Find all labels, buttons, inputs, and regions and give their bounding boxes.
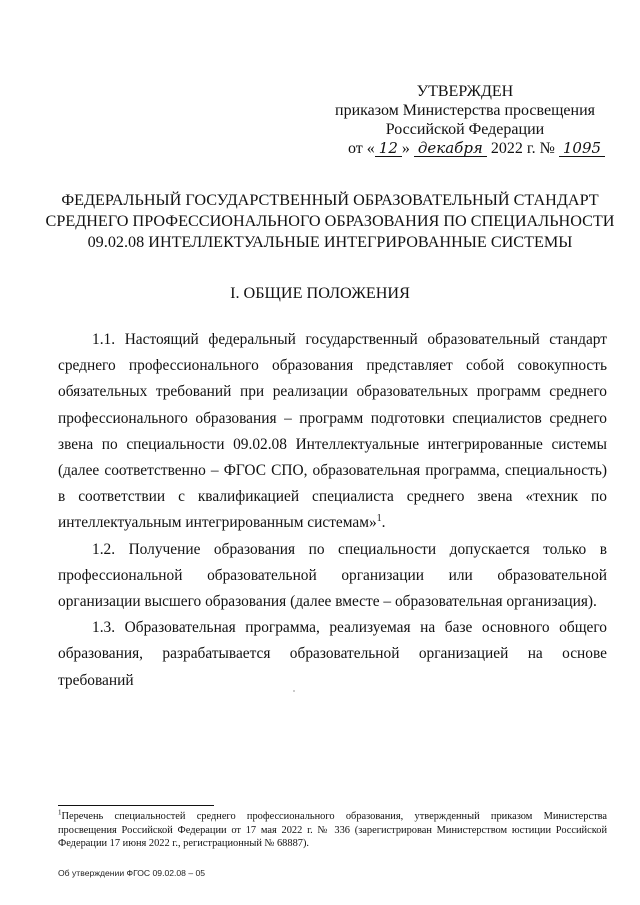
approval-country-line: Российской Федерации xyxy=(385,121,545,138)
footnote-mark: 1 xyxy=(58,808,62,817)
approval-order-line: приказом Министерства просвещения xyxy=(335,102,595,119)
paragraph-1-1-text: 1.1. Настоящий федеральный государственный образовательный стандарт среднего профессионального образования представляет собой совокупность обязательных требований при реализации образовательных программ среднего профессионального образования – программ подготовки специалистов среднего звена по специальности 09.02.08 Интеллектуальные интегрированные системы (далее соответственно – ФГОС СПО, образовательная программа, специальность) в соответствии с квалификацией специалиста среднего звена «техник по интеллектуальным интегрированным системам» xyxy=(58,331,607,532)
title-line-1: ФЕДЕРАЛЬНЫЙ ГОСУДАРСТВЕННЫЙ ОБРАЗОВАТЕЛЬНЫЙ СТАНДАРТ xyxy=(61,191,599,209)
body-text xyxy=(58,327,607,694)
approval-date-line xyxy=(348,139,600,158)
handwritten-month: декабря xyxy=(414,140,487,157)
paragraph-1-3: 1.3. Образовательная программа, реализуемая на базе основного общего образования, разрабатывается образовательной организацией на основе требований xyxy=(58,619,607,689)
handwritten-day: 12 xyxy=(375,140,402,157)
footnote-text: Перечень специальностей среднего профессионального образования, утвержденный приказом Министерства просвещения Российской Федерации от 17 мая 2022 г. № 336 (зарегистрирован Министерством юстиции Российской Федерации 17 июня 2022 г., регистрационный № 68887). xyxy=(58,811,607,850)
paragraph-1-1-end: . xyxy=(381,514,386,532)
title-line-3: 09.02.08 ИНТЕЛЛЕКТУАЛЬНЫЕ ИНТЕГРИРОВАННЫЕ СИСТЕМЫ xyxy=(87,233,573,251)
footnote-reference: 1 xyxy=(376,513,382,525)
footnote-separator xyxy=(58,805,214,806)
year-text: 2022 г. № xyxy=(490,140,555,157)
paragraph-1-2: 1.2. Получение образования по специальности допускается только в профессиональной образовательной организации или образовательной организации высшего образования (далее вместе – образовательная организация). xyxy=(58,540,607,611)
approval-block xyxy=(330,82,600,158)
footnote xyxy=(58,810,607,851)
date-prefix: от « xyxy=(348,140,375,157)
title-line-2: СРЕДНЕГО ПРОФЕССИОНАЛЬНОГО ОБРАЗОВАНИЯ ПО СПЕЦИАЛЬНОСТИ xyxy=(45,212,615,230)
scan-speck xyxy=(293,690,295,692)
page-footer: Об утверждении ФГОС 09.02.08 – 05 xyxy=(58,868,206,878)
paragraph-1-1 xyxy=(58,327,607,537)
date-mid: » xyxy=(401,140,410,157)
section-heading: I. ОБЩИЕ ПОЛОЖЕНИЯ xyxy=(230,284,410,302)
handwritten-number: 1095 xyxy=(559,140,605,157)
document-title xyxy=(40,190,620,253)
approval-title: УТВЕРЖДЕН xyxy=(416,83,514,100)
